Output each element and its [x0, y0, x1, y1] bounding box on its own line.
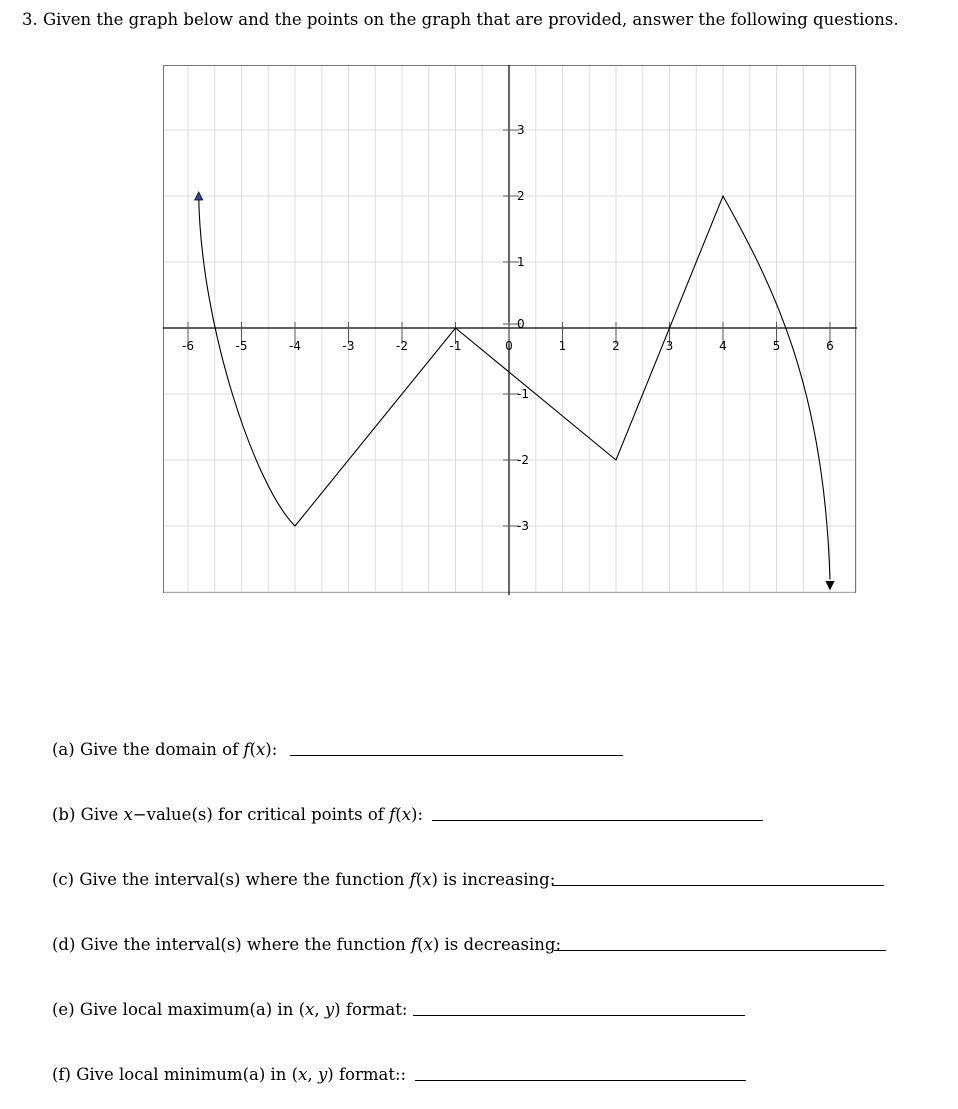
- answer-line-f[interactable]: [415, 1080, 746, 1081]
- y-tick-label--2: -2: [517, 453, 529, 467]
- x-tick-label--4: -4: [289, 339, 301, 353]
- answer-line-e[interactable]: [413, 1015, 745, 1016]
- x-tick-label-4: 4: [719, 339, 727, 353]
- x-tick-label-3: 3: [665, 339, 674, 353]
- x-tick-label-2: 2: [612, 339, 620, 353]
- y-tick-label-3: 3: [517, 123, 525, 137]
- answer-line-b[interactable]: [432, 820, 763, 821]
- answer-line-a[interactable]: [290, 755, 623, 756]
- y-tick-label--1: -1: [517, 387, 529, 401]
- function-graph: [163, 65, 857, 595]
- y-tick-label-0: 0: [517, 317, 525, 331]
- y-tick-label-2: 2: [517, 189, 525, 203]
- x-tick-label-6: 6: [826, 339, 834, 353]
- question-d: (d) Give the interval(s) where the function f(x) is decreasing:: [52, 935, 562, 954]
- question-a: (a) Give the domain of f(x):: [52, 740, 278, 759]
- x-tick-label--2: -2: [396, 339, 408, 353]
- y-tick-label--3: -3: [517, 519, 529, 533]
- question-c: (c) Give the interval(s) where the function f(x) is increasing:: [52, 870, 556, 889]
- x-tick-label--5: -5: [235, 339, 248, 353]
- x-tick-label-5: 5: [772, 339, 781, 353]
- answer-line-d[interactable]: [554, 950, 886, 951]
- question-e: (e) Give local maximum(a) in (x, y) format:: [52, 1000, 408, 1019]
- question-b: (b) Give x−value(s) for critical points of f(x):: [52, 805, 424, 824]
- x-tick-label--3: -3: [342, 339, 355, 353]
- answer-line-c[interactable]: [552, 885, 884, 886]
- x-tick-label-1: 1: [558, 339, 567, 353]
- x-tick-label--6: -6: [182, 339, 194, 353]
- problem-title: 3. Given the graph below and the points on the graph that are provided, answer the following questions.: [22, 10, 899, 29]
- question-f: (f) Give local minimum(a) in (x, y) format::: [52, 1065, 407, 1084]
- x-tick-label-0: 0: [505, 339, 513, 353]
- y-tick-label-1: 1: [517, 255, 525, 269]
- x-tick-label--1: -1: [449, 339, 462, 353]
